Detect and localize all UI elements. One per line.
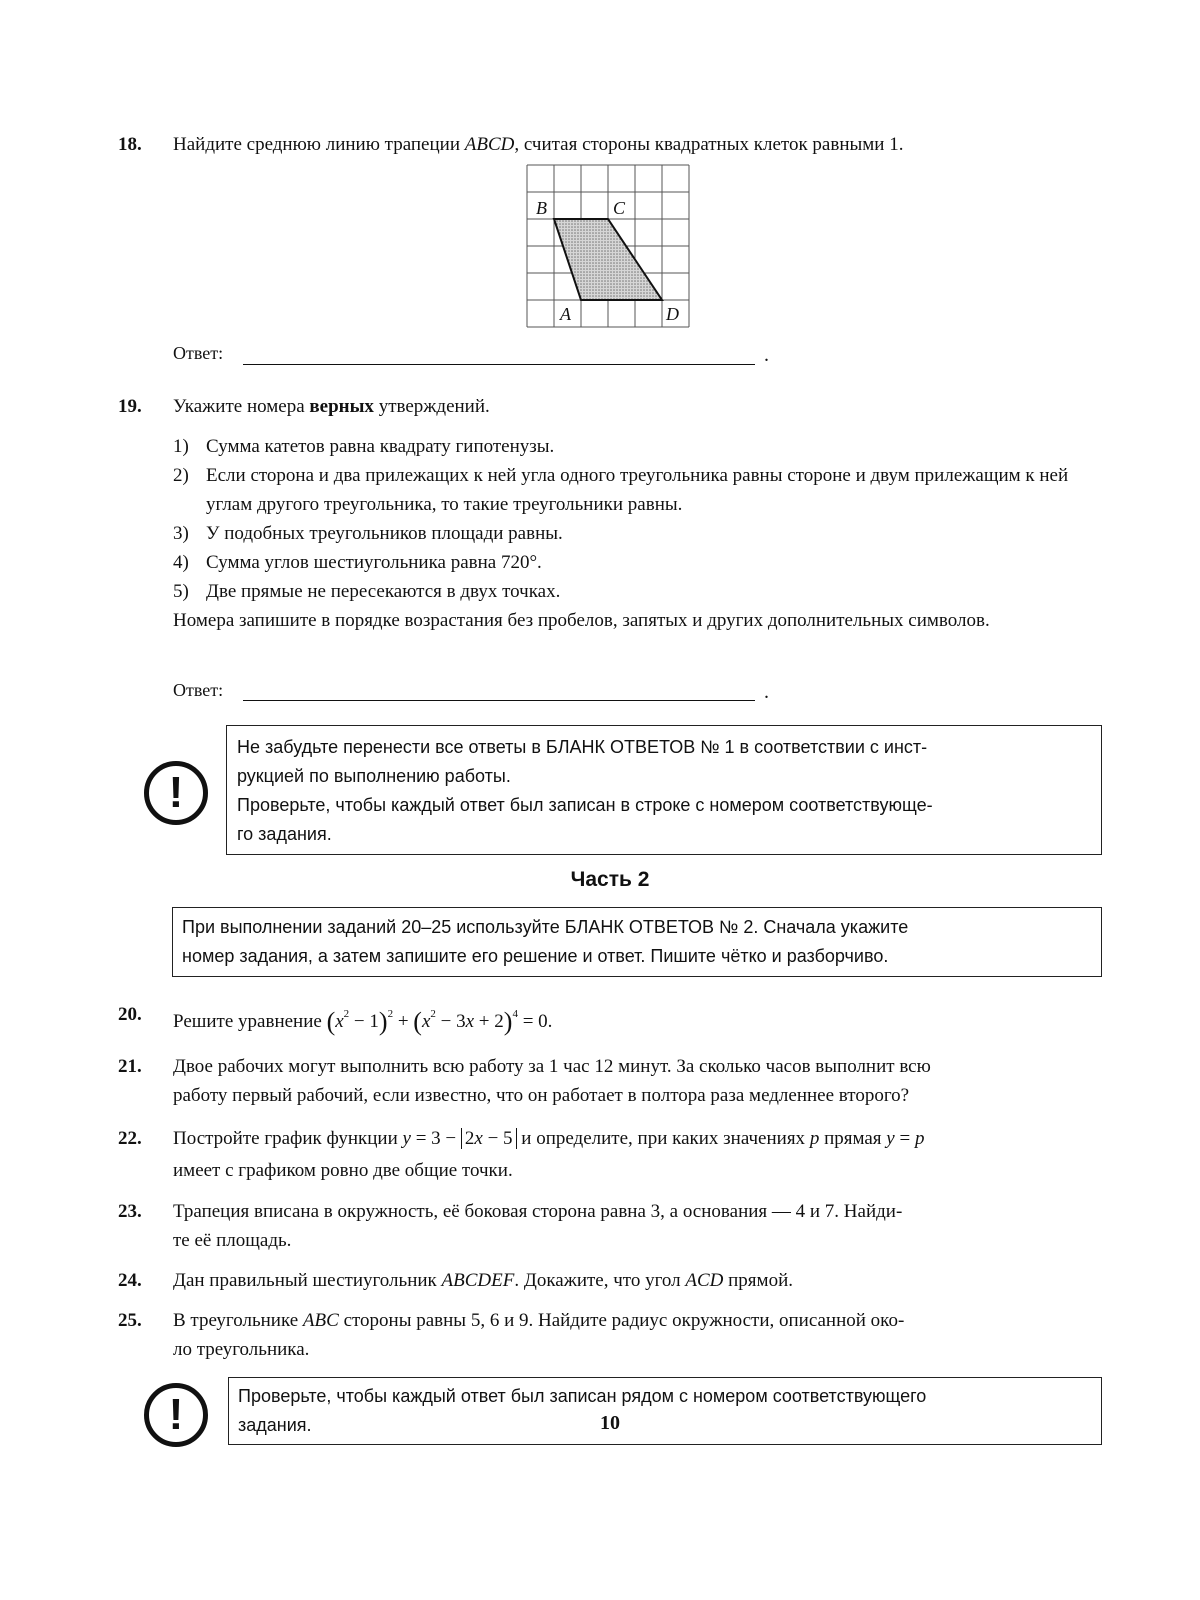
trapezoid-figure xyxy=(520,160,700,336)
task-number: 25. xyxy=(118,1310,142,1331)
list-item: 2) Если сторона и два прилежащих к ней угла одного треугольника равны стороне и двум прилежащим к ней углам другого треугольника, то такие треугольники равны. xyxy=(173,465,1069,515)
notice-line: рукцией по выполнению работы. xyxy=(237,766,511,786)
warning-icon: ! xyxy=(144,761,208,825)
task-number: 19. xyxy=(118,396,142,417)
answer-input-line[interactable] xyxy=(243,700,755,701)
task-number: 24. xyxy=(118,1270,142,1291)
page-number: 10 xyxy=(600,1412,620,1434)
answer-dot: . xyxy=(764,681,769,703)
statements-list xyxy=(173,432,1108,635)
trapezoid-shape xyxy=(554,219,662,300)
task-text: В треугольнике ABC стороны равны 5, 6 и 9. Найдите радиус окружности, описанной око- ло треугольника. xyxy=(173,1310,905,1360)
answer-label: Ответ: xyxy=(173,680,224,700)
task-number: 21. xyxy=(118,1056,142,1077)
notice-line: Не забудьте перенести все ответы в БЛАНК ОТВЕТОВ № 1 в соответствии с инст- xyxy=(237,737,928,757)
notice-line: Проверьте, чтобы каждый ответ был записан рядом с номером соответствующего xyxy=(238,1386,927,1406)
list-item: 3) У подобных треугольников площади равны. xyxy=(173,523,563,544)
task-text: Найдите среднюю линию трапеции ABCD, считая стороны квадратных клеток равными 1. xyxy=(173,134,904,155)
task-text: Укажите номера верных утверждений. xyxy=(173,396,490,417)
task-text: Дан правильный шестиугольник ABCDEF. Докажите, что угол ACD прямой. xyxy=(173,1270,793,1291)
task-text: Постройте график функции y = 3 − 2x − 5 и определите, при каких значениях p прямая y = p имеет с графиком ровно две общие точки. xyxy=(173,1128,925,1181)
notice-line: го задания. xyxy=(237,824,332,844)
vertex-label-a: A xyxy=(560,304,571,324)
task-text: Двое рабочих могут выполнить всю работу за 1 час 12 минут. За сколько часов выполнит всю работу первый рабочий, если известно, что он работает в полтора раза медленнее второго? xyxy=(173,1056,931,1106)
answer-dot: . xyxy=(764,344,769,366)
notice-line: Проверьте, чтобы каждый ответ был записан в строке с номером соответствующе- xyxy=(237,795,933,815)
instructions-box xyxy=(172,907,1102,977)
vertex-label-d: D xyxy=(666,304,679,324)
task-equation: Решите уравнение $(x^2 - 1)^2 + (x^2 - 3x + 2)^4 = 0$. xyxy=(173,1007,553,1036)
task-number: 18. xyxy=(118,134,142,155)
task-text: Трапеция вписана в окружность, её боковая сторона равна 3, а основания — 4 и 7. Найди- те её площадь. xyxy=(173,1201,903,1251)
answer-input-line[interactable] xyxy=(243,364,755,365)
list-item: 1) Сумма катетов равна квадрату гипотенузы. xyxy=(173,436,555,457)
vertex-label-c: C xyxy=(613,198,626,218)
answer-label: Ответ: xyxy=(173,343,224,363)
notice-line: задания. xyxy=(238,1415,312,1435)
vertex-label-b: B xyxy=(536,198,547,218)
instruction-line: При выполнении заданий 20–25 используйте БЛАНК ОТВЕТОВ № 2. Сначала укажите xyxy=(182,917,909,937)
notice-box xyxy=(226,725,1102,855)
section-title: Часть 2 xyxy=(570,868,650,891)
list-item: 4) Сумма углов шестиугольника равна 720°. xyxy=(173,552,542,573)
instruction-line: номер задания, а затем запишите его решение и ответ. Пишите чётко и разборчиво. xyxy=(182,946,889,966)
warning-icon: ! xyxy=(144,1383,208,1447)
task-number: 22. xyxy=(118,1128,142,1149)
task-number: 20. xyxy=(118,1004,142,1025)
task-note: Номера запишите в порядке возрастания без пробелов, запятых и других дополнительных символов. xyxy=(173,610,990,631)
list-item: 5) Две прямые не пересекаются в двух точках. xyxy=(173,581,561,602)
task-number: 23. xyxy=(118,1201,142,1222)
